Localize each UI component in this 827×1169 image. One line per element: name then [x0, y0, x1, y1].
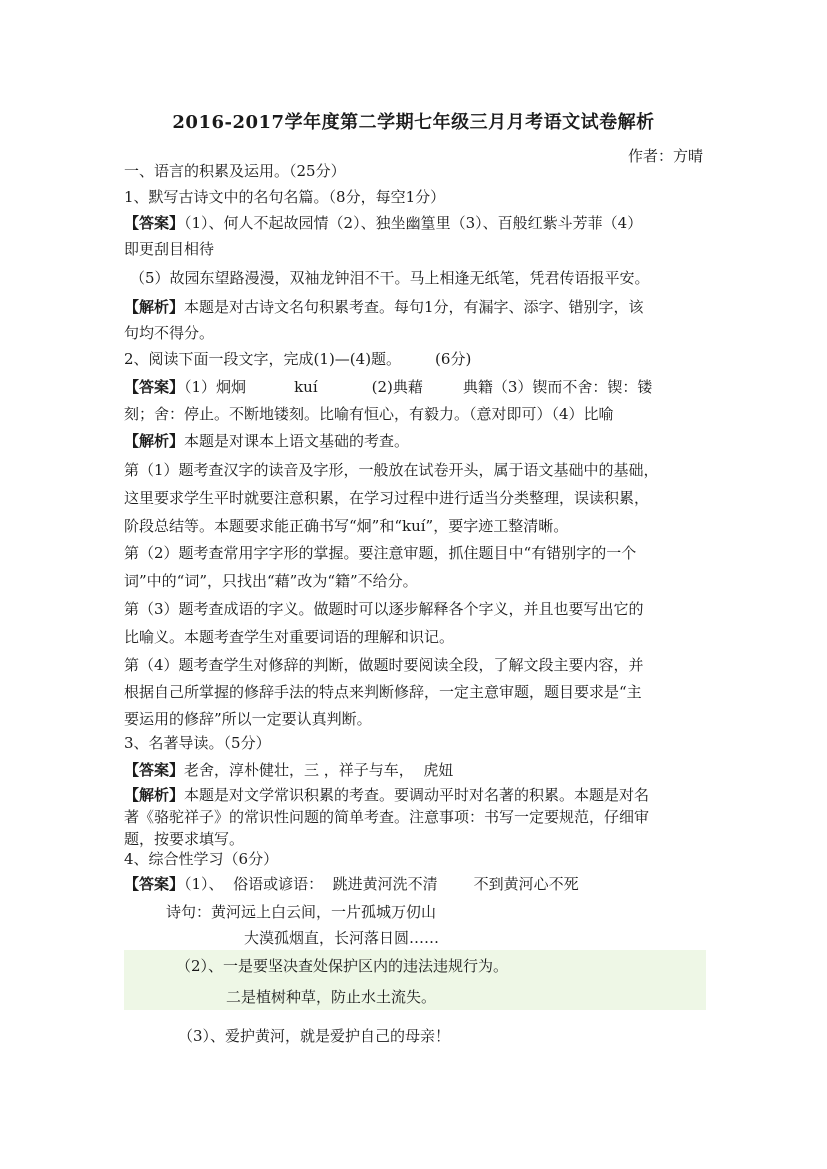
q2-part4-line-1: 第（4）题考查学生对修辞的判断，做题时要阅读全段，了解文段主要内容，并 [124, 656, 644, 674]
q2-part1-line-1: 第（1）题考查汉字的读音及字形，一般放在试卷开头，属于语文基础中的基础， [124, 461, 659, 479]
document-title: 2016-2017学年度第二学期七年级三月月考语文试卷解析 [172, 112, 655, 133]
q2-answer-part-2: kuí [294, 378, 318, 396]
q4-part2-line-1: （2）、一是要坚决查处保护区内的违法违规行为。 [176, 957, 509, 975]
q2-answer-line-2: 刻；舍：停止。不断地镂刻。比喻有恒心，有毅力。（意对即可）（4）比喻 [124, 405, 614, 423]
q1-analysis-text-1: 本题是对古诗文名句积累考查。每句1分，有漏字、添字、错别字，该 [184, 298, 644, 316]
q3-answer-text: 老舍，淳朴健壮，三 ，祥子与车， 虎妞 [184, 761, 454, 779]
q1-answer-line-3: （5）故园东望路漫漫，双袖龙钟泪不干。马上相逢无纸笔，凭君传语报平安。 [130, 269, 650, 287]
q2-part3-line-2: 比喻义。本题考查学生对重要词语的理解和识记。 [124, 628, 455, 646]
question-1-heading: 1、默写古诗文中的名句名篇。（8分，每空1分） [124, 188, 446, 206]
q3-analysis-line-1 [124, 784, 706, 806]
q4-poem-line-2: 大漠孤烟直，长河落日圆…… [244, 929, 440, 947]
question-4-heading: 4、综合性学习（6分） [124, 850, 279, 868]
q3-analysis-text-1: 本题是对文学常识积累的考查。要调动平时对名著的积累。本题是对名 [184, 786, 650, 804]
q2-heading-score: (6分) [435, 350, 472, 368]
q4-poem-line-1: 诗句：黄河远上白云间，一片孤城万仞山 [166, 903, 437, 921]
answer-tag: 【答案】 [124, 875, 185, 893]
q2-answer-line-1 [124, 376, 706, 398]
q1-answer-line-1 [124, 212, 706, 234]
answer-tag: 【答案】 [124, 214, 185, 232]
q2-part4-line-3: 要运用的修辞”所以一定要认真判断。 [124, 710, 372, 728]
q2-part2-line-1: 第（2）题考查常用字字形的掌握。要注意审题，抓住题目中“有错别字的一个 [124, 544, 637, 562]
q4-answer-line-1 [124, 873, 706, 895]
answer-tag: 【答案】 [124, 761, 185, 779]
q2-part3-line-1: 第（3）题考查成语的字义。做题时可以逐步解释各个字义，并且也要写出它的 [124, 600, 644, 618]
q3-answer-line [124, 759, 706, 781]
question-3-heading: 3、名著导读。（5分） [124, 734, 271, 752]
q4-part3-line: （3）、爱护黄河，就是爱护自己的母亲！ [178, 1027, 451, 1045]
q2-answer-part-3: (2)典藉 [371, 378, 423, 396]
q4-answer-part-a: （1）、 俗语或谚语： 跳进黄河洗不清 [184, 875, 438, 893]
q1-answer-text-1: （1）、何人不起故园情（2）、独坐幽篁里（3）、百般红紫斗芳菲（4） [184, 214, 643, 232]
q2-answer-part-4: 典籍（3）锲而不舍：锲：镂 [462, 378, 653, 396]
q2-part1-line-2: 这里要求学生平时就要注意积累，在学习过程中进行适当分类整理，误读积累， [124, 489, 650, 507]
q2-part1-line-3: 阶段总结等。本题要求能正确书写“炯”和“kuí”，要字迹工整清晰。 [124, 517, 569, 535]
q1-analysis-line-1 [124, 296, 706, 318]
q3-analysis-line-2: 著《骆驼祥子》的常识性问题的简单考查。注意事项：书写一定要规范，仔细审 [124, 808, 650, 826]
question-2-heading [124, 348, 706, 370]
q2-part2-line-2: 词”中的“词”，只找出“藉”改为“籍”不给分。 [124, 572, 418, 590]
q2-answer-part-1: （1）炯炯 [184, 378, 247, 396]
analysis-tag: 【解析】 [124, 298, 185, 316]
q1-analysis-line-2: 句均不得分。 [124, 324, 215, 342]
q2-analysis-line-1 [124, 430, 706, 452]
author-line: 作者：方晴 [627, 147, 703, 165]
analysis-tag: 【解析】 [124, 432, 185, 450]
q1-answer-line-2: 即更刮目相待 [124, 240, 215, 258]
q4-part2-line-2: 二是植树种草，防止水土流失。 [226, 988, 437, 1006]
section-heading: 一、语言的积累及运用。（25分） [124, 162, 346, 180]
answer-tag: 【答案】 [124, 378, 185, 396]
analysis-tag: 【解析】 [124, 786, 185, 804]
q2-analysis-text: 本题是对课本上语文基础的考查。 [184, 432, 410, 450]
q4-answer-part-b: 不到黄河心不死 [473, 875, 579, 893]
q3-analysis-line-3: 题，按要求填写。 [124, 830, 245, 848]
q2-part4-line-2: 根据自己所掌握的修辞手法的特点来判断修辞，一定主意审题，题目要求是“主 [124, 683, 642, 701]
q2-heading-text: 2、阅读下面一段文字，完成(1)—(4)题。 [124, 350, 402, 368]
